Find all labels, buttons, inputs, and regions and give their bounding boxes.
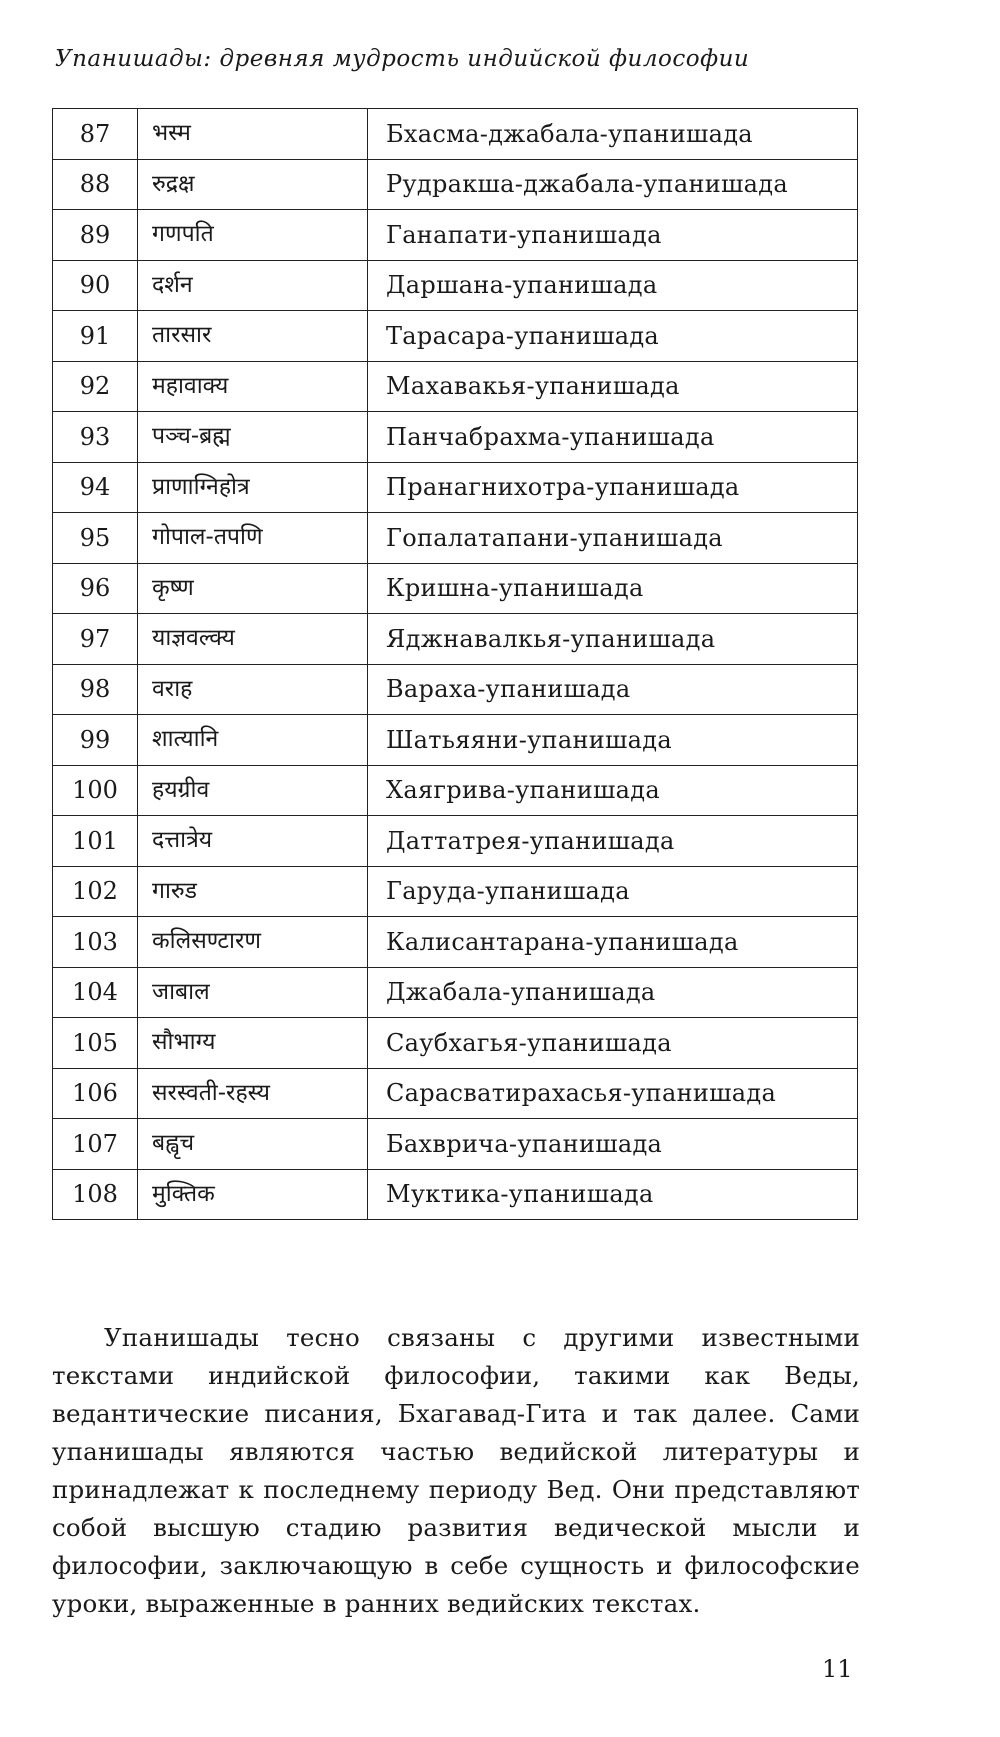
russian-name: Хаягрива-упанишада — [368, 765, 858, 816]
table-row — [53, 513, 858, 564]
table-row — [53, 462, 858, 513]
table-row — [53, 109, 858, 160]
russian-name: Сарасватирахасья-упанишада — [368, 1068, 858, 1119]
page-number: 11 — [822, 1655, 853, 1683]
table-row — [53, 159, 858, 210]
row-number: 107 — [53, 1119, 138, 1170]
russian-name: Ганапати-упанишада — [368, 210, 858, 261]
sanskrit-name: महावाक्य — [138, 361, 368, 412]
row-number: 100 — [53, 765, 138, 816]
russian-name: Муктика-упанишада — [368, 1169, 858, 1220]
sanskrit-name: बह्वृच — [138, 1119, 368, 1170]
russian-name: Тарасара-упанишада — [368, 311, 858, 362]
table-row — [53, 614, 858, 665]
russian-name: Даттатрея-упанишада — [368, 816, 858, 867]
sanskrit-name: हयग्रीव — [138, 765, 368, 816]
table-row — [53, 664, 858, 715]
row-number: 90 — [53, 260, 138, 311]
sanskrit-name: शात्यानि — [138, 715, 368, 766]
sanskrit-name: गणपति — [138, 210, 368, 261]
table-row — [53, 917, 858, 968]
row-number: 96 — [53, 563, 138, 614]
row-number: 88 — [53, 159, 138, 210]
sanskrit-name: कलिसण्टारण — [138, 917, 368, 968]
table-row — [53, 816, 858, 867]
sanskrit-name: दत्तात्रेय — [138, 816, 368, 867]
sanskrit-name: वराह — [138, 664, 368, 715]
row-number: 97 — [53, 614, 138, 665]
table-row — [53, 210, 858, 261]
row-number: 99 — [53, 715, 138, 766]
russian-name: Пранагнихотра-упанишада — [368, 462, 858, 513]
table-row — [53, 967, 858, 1018]
russian-name: Кришна-упанишада — [368, 563, 858, 614]
row-number: 87 — [53, 109, 138, 160]
row-number: 106 — [53, 1068, 138, 1119]
russian-name: Бхасма-джабала-упанишада — [368, 109, 858, 160]
row-number: 103 — [53, 917, 138, 968]
russian-name: Рудракша-джабала-упанишада — [368, 159, 858, 210]
sanskrit-name: पञ्च-ब्रह्म — [138, 412, 368, 463]
sanskrit-name: दर्शन — [138, 260, 368, 311]
sanskrit-name: प्राणाग्निहोत्र — [138, 462, 368, 513]
table-row — [53, 765, 858, 816]
russian-name: Гопалатапани-упанишада — [368, 513, 858, 564]
row-number: 101 — [53, 816, 138, 867]
running-header: Упанишады: древняя мудрость индийской философии — [55, 46, 750, 72]
table-body — [53, 109, 858, 1220]
russian-name: Джабала-упанишада — [368, 967, 858, 1018]
sanskrit-name: सौभाग्य — [138, 1018, 368, 1069]
russian-name: Вараха-упанишада — [368, 664, 858, 715]
sanskrit-name: गोपाल-तपणि — [138, 513, 368, 564]
row-number: 93 — [53, 412, 138, 463]
table-row — [53, 866, 858, 917]
table-row — [53, 1169, 858, 1220]
row-number: 102 — [53, 866, 138, 917]
row-number: 104 — [53, 967, 138, 1018]
russian-name: Саубхагья-упанишада — [368, 1018, 858, 1069]
row-number: 92 — [53, 361, 138, 412]
row-number: 95 — [53, 513, 138, 564]
table-row — [53, 1018, 858, 1069]
russian-name: Панчабрахма-упанишада — [368, 412, 858, 463]
sanskrit-name: सरस्वती-रहस्य — [138, 1068, 368, 1119]
table-row — [53, 1068, 858, 1119]
body-paragraph: Упанишады тесно связаны с другими известными текстами индийской философии, такими как Веды, ведантические писания, Бхагавад-Гита и так далее. Сами упанишады являются частью ведийской литературы и принадлежат к последнему периоду Вед. Они представляют собой высшую стадию развития ведической мысли и философии, заключающую в себе сущность и философские уроки, выраженные в ранних ведийских текстах. — [52, 1323, 860, 1618]
row-number: 108 — [53, 1169, 138, 1220]
row-number: 89 — [53, 210, 138, 261]
sanskrit-name: गारुड — [138, 866, 368, 917]
table-row — [53, 1119, 858, 1170]
russian-name: Бахвричa-упанишада — [368, 1119, 858, 1170]
upanishads-table — [52, 108, 858, 1220]
sanskrit-name: कृष्ण — [138, 563, 368, 614]
row-number: 94 — [53, 462, 138, 513]
sanskrit-name: तारसार — [138, 311, 368, 362]
russian-name: Шатьяяни-упанишада — [368, 715, 858, 766]
russian-name: Махавакья-упанишада — [368, 361, 858, 412]
russian-name: Гаруда-упанишада — [368, 866, 858, 917]
table-row — [53, 412, 858, 463]
table-row — [53, 715, 858, 766]
upanishads-table-container — [52, 108, 858, 1220]
row-number: 91 — [53, 311, 138, 362]
table-row — [53, 311, 858, 362]
russian-name: Калисантарана-упанишада — [368, 917, 858, 968]
row-number: 98 — [53, 664, 138, 715]
sanskrit-name: याज्ञवल्क्य — [138, 614, 368, 665]
table-row — [53, 563, 858, 614]
sanskrit-name: जाबाल — [138, 967, 368, 1018]
sanskrit-name: भस्म — [138, 109, 368, 160]
russian-name: Даршана-упанишада — [368, 260, 858, 311]
sanskrit-name: रुद्रक्ष — [138, 159, 368, 210]
table-row — [53, 260, 858, 311]
sanskrit-name: मुक्तिक — [138, 1169, 368, 1220]
russian-name: Яджнавалкья-упанишада — [368, 614, 858, 665]
row-number: 105 — [53, 1018, 138, 1069]
table-row — [53, 361, 858, 412]
